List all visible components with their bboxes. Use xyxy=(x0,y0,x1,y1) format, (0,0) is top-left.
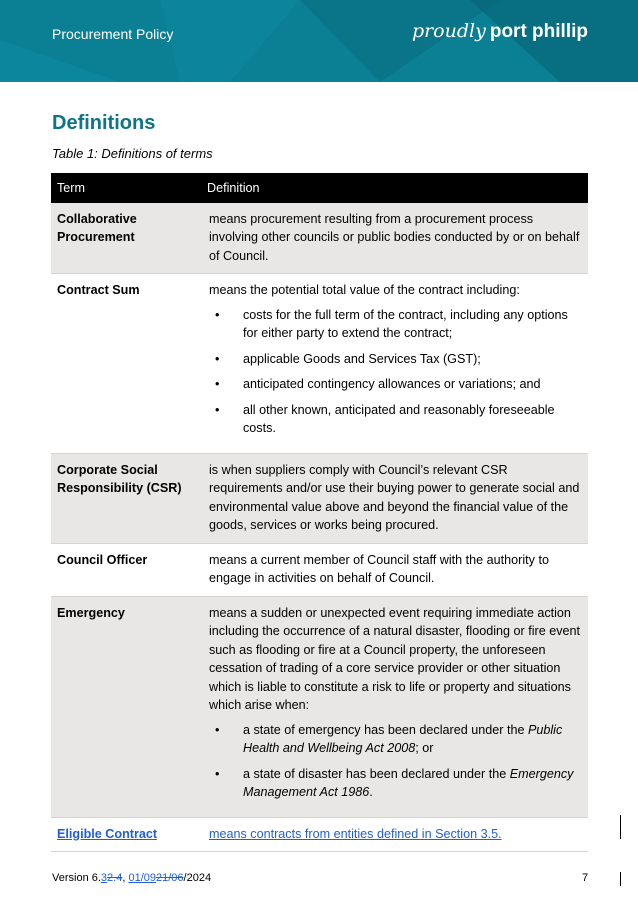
eligible-contract-term-link[interactable]: Eligible Contract xyxy=(57,826,158,841)
list-item-text: applicable Goods and Services Tax (GST); xyxy=(243,351,481,366)
definition-cell: means a current member of Council staff with the authority to engage in activities on behalf of Council. xyxy=(201,543,588,596)
term-cell: Contract Sum xyxy=(51,274,201,454)
definition-text: means a sudden or unexpected event requiring immediate action including the occurrence of a natural disaster, flooding or fire event such as flooding or fire at a Council property, the unforeseen cessation of trading of a core service provider or other situation which is liable to constitute a risk to life or property and situations which arise when: xyxy=(209,605,581,712)
column-header-term: Term xyxy=(51,173,201,203)
definition-cell: means procurement resulting from a procurement process involving other councils or public bodies conducted by or on behalf of Council. xyxy=(201,203,588,274)
table-row xyxy=(51,274,588,454)
brand-logo-script: proudly xyxy=(411,20,486,42)
term-cell: Corporate Social Responsibility (CSR) xyxy=(51,453,201,543)
brand-logo xyxy=(412,20,588,43)
list-item: • applicable Goods and Services Tax (GST); xyxy=(215,351,481,366)
table-header-row xyxy=(51,173,588,203)
table-row xyxy=(51,596,588,817)
inserted-text: 3 xyxy=(100,872,108,884)
change-bar xyxy=(620,872,621,886)
version-prefix: Version 6. xyxy=(52,872,101,884)
term-cell: Council Officer xyxy=(51,543,201,596)
page-number: 7 xyxy=(582,872,589,884)
bullet-list xyxy=(209,721,582,802)
deleted-text: 21/06 xyxy=(156,872,184,884)
definition-cell: is when suppliers comply with Council’s relevant CSR requirements and/or use their buying power to generate social and environmental value above and beyond the financial value of the goods, services or works being procured. xyxy=(201,453,588,543)
date-suffix: /2024 xyxy=(183,872,212,884)
definitions-table xyxy=(51,173,588,852)
brand-logo-name: port phillip xyxy=(489,21,588,42)
list-item-text-part: a state of disaster has been declared under the xyxy=(243,766,510,781)
definition-text: means the potential total value of the contract including: xyxy=(209,283,520,297)
table-caption: Table 1: Definitions of terms xyxy=(52,146,213,161)
act-name: Emergency Management Act 1986 xyxy=(243,766,574,799)
list-item-text: costs for the full term of the contract, including any options for either party to extend the contract; xyxy=(243,307,568,340)
table-row xyxy=(51,203,588,274)
eligible-contract-definition-link[interactable]: means contracts from entities defined in Section 3.5. xyxy=(209,826,502,841)
list-item-text xyxy=(243,767,573,800)
deleted-text: 2.4 xyxy=(107,872,123,884)
definition-cell xyxy=(201,596,588,817)
list-item: • a state of emergency has been declared under the Public Health and Wellbeing Act 2008; or xyxy=(215,722,563,755)
list-item-text: anticipated contingency allowances or variations; and xyxy=(243,377,541,391)
document-title: Procurement Policy xyxy=(52,26,174,42)
list-item: • anticipated contingency allowances or variations; and xyxy=(215,377,541,391)
table-row xyxy=(51,453,588,543)
section-heading: Definitions xyxy=(52,112,156,134)
version-separator: , xyxy=(122,872,129,884)
act-name: Public Health and Wellbeing Act 2008 xyxy=(243,722,563,755)
list-item-text-part: . xyxy=(369,785,373,799)
list-item-text-part: a state of emergency has been declared under the xyxy=(243,722,528,737)
table-row xyxy=(51,817,588,852)
definition-cell xyxy=(201,817,588,852)
list-item-text-part: ; or xyxy=(415,741,434,755)
list-item-text xyxy=(243,723,562,756)
list-item-text: all other known, anticipated and reasonably foreseeable costs. xyxy=(243,402,555,435)
definition-cell xyxy=(201,274,588,454)
list-item: • a state of disaster has been declared under the Emergency Management Act 1986. xyxy=(215,766,574,799)
list-item: • all other known, anticipated and reasonably foreseeable costs. xyxy=(215,402,555,435)
footer-version xyxy=(52,872,211,884)
page-header xyxy=(0,0,638,82)
term-cell xyxy=(51,817,201,852)
change-bar xyxy=(620,815,621,839)
term-cell: Emergency xyxy=(51,596,201,817)
term-cell: Collaborative Procurement xyxy=(51,203,201,274)
bullet-list xyxy=(209,306,582,438)
list-item: • costs for the full term of the contract, including any options for either party to extend the contract; xyxy=(215,307,568,340)
table-row xyxy=(51,543,588,596)
column-header-definition: Definition xyxy=(201,173,588,203)
inserted-text: 01/09 xyxy=(128,872,156,884)
